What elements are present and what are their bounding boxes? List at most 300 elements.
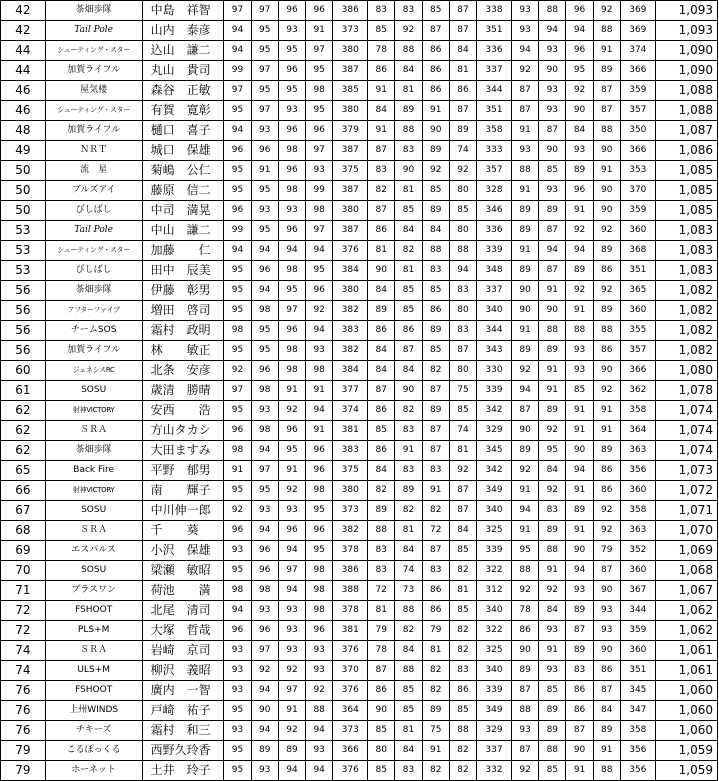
series-score-cell: 93 xyxy=(278,201,305,221)
series-score-cell: 97 xyxy=(251,461,278,481)
series-score-cell: 72 xyxy=(368,581,395,601)
series-score-cell: 94 xyxy=(306,401,333,421)
series-score-cell: 97 xyxy=(306,221,333,241)
series-score-cell: 94 xyxy=(278,581,305,601)
series-score-cell: 94 xyxy=(251,681,278,701)
subtotal-cell: 367 xyxy=(620,581,655,601)
subtotal-cell: 364 xyxy=(620,421,655,441)
subtotal-cell: 375 xyxy=(333,161,368,181)
series-score-cell: 87 xyxy=(422,441,449,461)
series-score-cell: 89 xyxy=(251,741,278,761)
series-score-cell: 90 xyxy=(511,301,538,321)
subtotal-cell: 358 xyxy=(620,501,655,521)
series-score-cell: 91 xyxy=(593,41,620,61)
series-score-cell: 86 xyxy=(422,301,449,321)
series-score-cell: 83 xyxy=(539,501,566,521)
total-score-cell: 1,071 xyxy=(655,501,717,521)
subtotal-cell: 337 xyxy=(477,61,512,81)
series-score-cell: 88 xyxy=(593,21,620,41)
series-score-cell: 88 xyxy=(539,1,566,21)
series-score-cell: 98 xyxy=(306,581,333,601)
series-score-cell: 93 xyxy=(224,541,251,561)
series-score-cell: 92 xyxy=(224,361,251,381)
rank-cell: 74 xyxy=(1,661,46,681)
series-score-cell: 91 xyxy=(511,321,538,341)
total-score-cell: 1,060 xyxy=(655,681,717,701)
series-score-cell: 95 xyxy=(251,341,278,361)
subtotal-cell: 366 xyxy=(620,61,655,81)
series-score-cell: 83 xyxy=(395,461,422,481)
name-cell: 北尾 清司 xyxy=(142,601,224,621)
table-row xyxy=(1,361,718,381)
table-row xyxy=(1,261,718,281)
series-score-cell: 86 xyxy=(449,81,476,101)
name-cell: 土井 玲子 xyxy=(142,761,224,781)
series-score-cell: 84 xyxy=(539,461,566,481)
total-score-cell: 1,085 xyxy=(655,181,717,201)
series-score-cell: 96 xyxy=(566,1,593,21)
series-score-cell: 88 xyxy=(511,701,538,721)
series-score-cell: 97 xyxy=(278,301,305,321)
total-score-cell: 1,088 xyxy=(655,101,717,121)
series-score-cell: 84 xyxy=(593,701,620,721)
team-cell: 茶畑歩隊 xyxy=(45,281,142,301)
series-score-cell: 97 xyxy=(306,41,333,61)
subtotal-cell: 386 xyxy=(333,1,368,21)
subtotal-cell: 373 xyxy=(333,501,368,521)
total-score-cell: 1,088 xyxy=(655,81,717,101)
series-score-cell: 89 xyxy=(566,501,593,521)
series-score-cell: 94 xyxy=(511,381,538,401)
series-score-cell: 87 xyxy=(449,101,476,121)
rank-cell: 56 xyxy=(1,321,46,341)
series-score-cell: 89 xyxy=(511,221,538,241)
series-score-cell: 96 xyxy=(278,421,305,441)
subtotal-cell: 380 xyxy=(333,481,368,501)
series-score-cell: 93 xyxy=(306,161,333,181)
series-score-cell: 84 xyxy=(368,461,395,481)
series-score-cell: 93 xyxy=(539,41,566,61)
subtotal-cell: 366 xyxy=(620,361,655,381)
subtotal-cell: 340 xyxy=(477,501,512,521)
subtotal-cell: 351 xyxy=(620,661,655,681)
series-score-cell: 95 xyxy=(224,181,251,201)
series-score-cell: 88 xyxy=(422,241,449,261)
series-score-cell: 93 xyxy=(566,141,593,161)
rank-cell: 71 xyxy=(1,581,46,601)
series-score-cell: 92 xyxy=(449,461,476,481)
series-score-cell: 91 xyxy=(368,81,395,101)
series-score-cell: 98 xyxy=(306,201,333,221)
name-cell: 加藤 仁 xyxy=(142,241,224,261)
series-score-cell: 87 xyxy=(511,741,538,761)
series-score-cell: 95 xyxy=(566,61,593,81)
series-score-cell: 96 xyxy=(278,161,305,181)
series-score-cell: 86 xyxy=(593,261,620,281)
series-score-cell: 91 xyxy=(593,741,620,761)
series-score-cell: 93 xyxy=(278,601,305,621)
series-score-cell: 83 xyxy=(395,141,422,161)
rank-cell: 62 xyxy=(1,441,46,461)
rank-cell: 53 xyxy=(1,221,46,241)
table-row xyxy=(1,341,718,361)
series-score-cell: 80 xyxy=(449,301,476,321)
table-row xyxy=(1,321,718,341)
series-score-cell: 90 xyxy=(539,61,566,81)
series-score-cell: 86 xyxy=(422,601,449,621)
rank-cell: 79 xyxy=(1,741,46,761)
subtotal-cell: 348 xyxy=(477,261,512,281)
series-score-cell: 82 xyxy=(395,401,422,421)
series-score-cell: 87 xyxy=(449,1,476,21)
series-score-cell: 89 xyxy=(368,301,395,321)
series-score-cell: 90 xyxy=(566,101,593,121)
rank-cell: 76 xyxy=(1,681,46,701)
series-score-cell: 85 xyxy=(449,601,476,621)
series-score-cell: 89 xyxy=(566,641,593,661)
total-score-cell: 1,067 xyxy=(655,581,717,601)
series-score-cell: 82 xyxy=(368,481,395,501)
name-cell: 平野 郁男 xyxy=(142,461,224,481)
series-score-cell: 92 xyxy=(224,501,251,521)
total-score-cell: 1,074 xyxy=(655,441,717,461)
name-cell: 戸崎 祐子 xyxy=(142,701,224,721)
series-score-cell: 79 xyxy=(593,541,620,561)
series-score-cell: 92 xyxy=(306,681,333,701)
series-score-cell: 95 xyxy=(251,181,278,201)
subtotal-cell: 350 xyxy=(620,121,655,141)
series-score-cell: 98 xyxy=(278,261,305,281)
total-score-cell: 1,082 xyxy=(655,341,717,361)
name-cell: 樋口 喜子 xyxy=(142,121,224,141)
series-score-cell: 96 xyxy=(251,561,278,581)
series-score-cell: 96 xyxy=(566,181,593,201)
series-score-cell: 95 xyxy=(306,541,333,561)
series-score-cell: 98 xyxy=(278,181,305,201)
series-score-cell: 93 xyxy=(251,601,278,621)
subtotal-cell: 340 xyxy=(477,661,512,681)
series-score-cell: 96 xyxy=(278,321,305,341)
total-score-cell: 1,093 xyxy=(655,21,717,41)
series-score-cell: 87 xyxy=(449,341,476,361)
subtotal-cell: 359 xyxy=(620,201,655,221)
subtotal-cell: 386 xyxy=(333,561,368,581)
series-score-cell: 81 xyxy=(395,81,422,101)
series-score-cell: 73 xyxy=(395,581,422,601)
subtotal-cell: 383 xyxy=(333,441,368,461)
series-score-cell: 86 xyxy=(368,321,395,341)
series-score-cell: 87 xyxy=(539,121,566,141)
name-cell: 方山タカシ xyxy=(142,421,224,441)
series-score-cell: 75 xyxy=(422,721,449,741)
series-score-cell: 87 xyxy=(449,481,476,501)
series-score-cell: 89 xyxy=(395,101,422,121)
series-score-cell: 93 xyxy=(306,341,333,361)
subtotal-cell: 345 xyxy=(477,441,512,461)
series-score-cell: 93 xyxy=(224,721,251,741)
team-cell: ＳＲＡ xyxy=(45,641,142,661)
total-score-cell: 1,073 xyxy=(655,461,717,481)
series-score-cell: 83 xyxy=(368,561,395,581)
rank-cell: 66 xyxy=(1,481,46,501)
series-score-cell: 89 xyxy=(449,121,476,141)
series-score-cell: 81 xyxy=(395,521,422,541)
series-score-cell: 89 xyxy=(422,401,449,421)
total-score-cell: 1,069 xyxy=(655,541,717,561)
subtotal-cell: 382 xyxy=(333,521,368,541)
series-score-cell: 96 xyxy=(306,621,333,641)
series-score-cell: 90 xyxy=(566,741,593,761)
series-score-cell: 92 xyxy=(593,281,620,301)
series-score-cell: 96 xyxy=(224,141,251,161)
series-score-cell: 89 xyxy=(593,241,620,261)
series-score-cell: 89 xyxy=(593,441,620,461)
series-score-cell: 80 xyxy=(449,181,476,201)
series-score-cell: 88 xyxy=(395,41,422,61)
name-cell: 田中 辰美 xyxy=(142,261,224,281)
series-score-cell: 80 xyxy=(368,741,395,761)
series-score-cell: 94 xyxy=(251,521,278,541)
series-score-cell: 92 xyxy=(511,461,538,481)
total-score-cell: 1,062 xyxy=(655,601,717,621)
rank-cell: 74 xyxy=(1,641,46,661)
series-score-cell: 88 xyxy=(449,721,476,741)
team-cell: 射神VICTORY xyxy=(45,401,142,421)
series-score-cell: 98 xyxy=(224,441,251,461)
total-score-cell: 1,068 xyxy=(655,561,717,581)
series-score-cell: 91 xyxy=(224,461,251,481)
series-score-cell: 85 xyxy=(449,401,476,421)
series-score-cell: 84 xyxy=(368,101,395,121)
series-score-cell: 93 xyxy=(251,121,278,141)
series-score-cell: 91 xyxy=(511,241,538,261)
series-score-cell: 85 xyxy=(395,301,422,321)
series-score-cell: 97 xyxy=(224,81,251,101)
series-score-cell: 85 xyxy=(539,761,566,781)
rank-cell: 42 xyxy=(1,21,46,41)
subtotal-cell: 377 xyxy=(333,381,368,401)
series-score-cell: 91 xyxy=(566,401,593,421)
series-score-cell: 94 xyxy=(224,41,251,61)
series-score-cell: 85 xyxy=(368,761,395,781)
subtotal-cell: 337 xyxy=(477,281,512,301)
total-score-cell: 1,093 xyxy=(655,1,717,21)
series-score-cell: 91 xyxy=(566,421,593,441)
series-score-cell: 93 xyxy=(224,641,251,661)
subtotal-cell: 385 xyxy=(333,81,368,101)
series-score-cell: 96 xyxy=(306,461,333,481)
series-score-cell: 98 xyxy=(306,81,333,101)
series-score-cell: 80 xyxy=(449,361,476,381)
subtotal-cell: 344 xyxy=(620,601,655,621)
subtotal-cell: 351 xyxy=(620,261,655,281)
series-score-cell: 90 xyxy=(368,701,395,721)
series-score-cell: 96 xyxy=(566,41,593,61)
table-row xyxy=(1,101,718,121)
subtotal-cell: 344 xyxy=(477,321,512,341)
series-score-cell: 91 xyxy=(306,21,333,41)
series-score-cell: 90 xyxy=(395,381,422,401)
series-score-cell: 83 xyxy=(368,541,395,561)
series-score-cell: 98 xyxy=(306,361,333,381)
series-score-cell: 90 xyxy=(593,181,620,201)
series-score-cell: 94 xyxy=(306,761,333,781)
series-score-cell: 93 xyxy=(539,81,566,101)
series-score-cell: 85 xyxy=(368,421,395,441)
rank-cell: 76 xyxy=(1,721,46,741)
series-score-cell: 88 xyxy=(395,661,422,681)
series-score-cell: 94 xyxy=(278,761,305,781)
series-score-cell: 94 xyxy=(224,121,251,141)
name-cell: 霜村 和三 xyxy=(142,721,224,741)
rank-cell: 70 xyxy=(1,561,46,581)
rank-cell: 46 xyxy=(1,81,46,101)
series-score-cell: 92 xyxy=(566,81,593,101)
series-score-cell: 95 xyxy=(251,21,278,41)
subtotal-cell: 329 xyxy=(477,721,512,741)
table-row xyxy=(1,661,718,681)
series-score-cell: 78 xyxy=(511,601,538,621)
subtotal-cell: 349 xyxy=(477,701,512,721)
series-score-cell: 90 xyxy=(539,141,566,161)
series-score-cell: 94 xyxy=(539,21,566,41)
series-score-cell: 86 xyxy=(395,321,422,341)
series-score-cell: 95 xyxy=(224,481,251,501)
series-score-cell: 90 xyxy=(511,641,538,661)
subtotal-cell: 382 xyxy=(333,341,368,361)
series-score-cell: 95 xyxy=(251,481,278,501)
rank-cell: 62 xyxy=(1,421,46,441)
series-score-cell: 91 xyxy=(306,421,333,441)
series-score-cell: 86 xyxy=(368,221,395,241)
series-score-cell: 96 xyxy=(278,521,305,541)
table-row xyxy=(1,401,718,421)
name-cell: 南 輝子 xyxy=(142,481,224,501)
series-score-cell: 82 xyxy=(422,761,449,781)
series-score-cell: 80 xyxy=(449,221,476,241)
series-score-cell: 91 xyxy=(593,401,620,421)
series-score-cell: 92 xyxy=(422,161,449,181)
series-score-cell: 93 xyxy=(278,501,305,521)
subtotal-cell: 376 xyxy=(333,681,368,701)
series-score-cell: 90 xyxy=(566,441,593,461)
table-row xyxy=(1,721,718,741)
series-score-cell: 94 xyxy=(449,261,476,281)
team-cell: ＳＲＡ xyxy=(45,421,142,441)
series-score-cell: 92 xyxy=(593,381,620,401)
series-score-cell: 82 xyxy=(422,501,449,521)
series-score-cell: 96 xyxy=(224,621,251,641)
series-score-cell: 94 xyxy=(251,241,278,261)
series-score-cell: 82 xyxy=(449,741,476,761)
total-score-cell: 1,090 xyxy=(655,61,717,81)
subtotal-cell: 322 xyxy=(477,621,512,641)
series-score-cell: 84 xyxy=(539,601,566,621)
series-score-cell: 95 xyxy=(224,281,251,301)
series-score-cell: 89 xyxy=(593,301,620,321)
series-score-cell: 89 xyxy=(566,261,593,281)
series-score-cell: 85 xyxy=(368,21,395,41)
team-cell: SOSU xyxy=(45,501,142,521)
series-score-cell: 91 xyxy=(306,381,333,401)
subtotal-cell: 383 xyxy=(333,321,368,341)
series-score-cell: 90 xyxy=(593,581,620,601)
series-score-cell: 88 xyxy=(511,161,538,181)
series-score-cell: 95 xyxy=(224,301,251,321)
series-score-cell: 91 xyxy=(593,161,620,181)
table-row xyxy=(1,641,718,661)
series-score-cell: 95 xyxy=(224,101,251,121)
table-row xyxy=(1,461,718,481)
table-row xyxy=(1,521,718,541)
series-score-cell: 91 xyxy=(539,281,566,301)
subtotal-cell: 387 xyxy=(333,181,368,201)
series-score-cell: 93 xyxy=(539,181,566,201)
series-score-cell: 96 xyxy=(278,221,305,241)
series-score-cell: 82 xyxy=(422,681,449,701)
series-score-cell: 84 xyxy=(395,641,422,661)
series-score-cell: 90 xyxy=(566,541,593,561)
series-score-cell: 92 xyxy=(511,581,538,601)
table-row xyxy=(1,21,718,41)
series-score-cell: 86 xyxy=(566,681,593,701)
series-score-cell: 95 xyxy=(306,61,333,81)
series-score-cell: 84 xyxy=(395,541,422,561)
series-score-cell: 87 xyxy=(368,661,395,681)
series-score-cell: 92 xyxy=(278,401,305,421)
series-score-cell: 81 xyxy=(368,601,395,621)
series-score-cell: 82 xyxy=(449,621,476,641)
subtotal-cell: 322 xyxy=(477,561,512,581)
series-score-cell: 89 xyxy=(566,601,593,621)
rank-cell: 50 xyxy=(1,181,46,201)
series-score-cell: 90 xyxy=(593,641,620,661)
name-cell: 中川伸一郎 xyxy=(142,501,224,521)
total-score-cell: 1,078 xyxy=(655,381,717,401)
rank-cell: 44 xyxy=(1,61,46,81)
series-score-cell: 89 xyxy=(539,401,566,421)
subtotal-cell: 342 xyxy=(477,401,512,421)
rank-cell: 68 xyxy=(1,521,46,541)
series-score-cell: 98 xyxy=(278,361,305,381)
table-row xyxy=(1,121,718,141)
series-score-cell: 82 xyxy=(422,361,449,381)
total-score-cell: 1,059 xyxy=(655,741,717,761)
subtotal-cell: 332 xyxy=(477,761,512,781)
series-score-cell: 96 xyxy=(251,621,278,641)
subtotal-cell: 358 xyxy=(477,121,512,141)
rank-cell: 60 xyxy=(1,361,46,381)
team-cell: SOSU xyxy=(45,561,142,581)
series-score-cell: 91 xyxy=(251,161,278,181)
series-score-cell: 89 xyxy=(368,501,395,521)
team-cell: ジェネシスRC xyxy=(45,361,142,381)
team-cell: 流 星 xyxy=(45,161,142,181)
series-score-cell: 81 xyxy=(449,581,476,601)
subtotal-cell: 384 xyxy=(333,261,368,281)
series-score-cell: 98 xyxy=(251,301,278,321)
series-score-cell: 96 xyxy=(306,281,333,301)
series-score-cell: 85 xyxy=(422,281,449,301)
subtotal-cell: 366 xyxy=(620,141,655,161)
series-score-cell: 87 xyxy=(422,541,449,561)
series-score-cell: 84 xyxy=(395,741,422,761)
series-score-cell: 96 xyxy=(224,201,251,221)
series-score-cell: 98 xyxy=(251,421,278,441)
series-score-cell: 94 xyxy=(224,241,251,261)
series-score-cell: 91 xyxy=(539,561,566,581)
subtotal-cell: 376 xyxy=(333,761,368,781)
